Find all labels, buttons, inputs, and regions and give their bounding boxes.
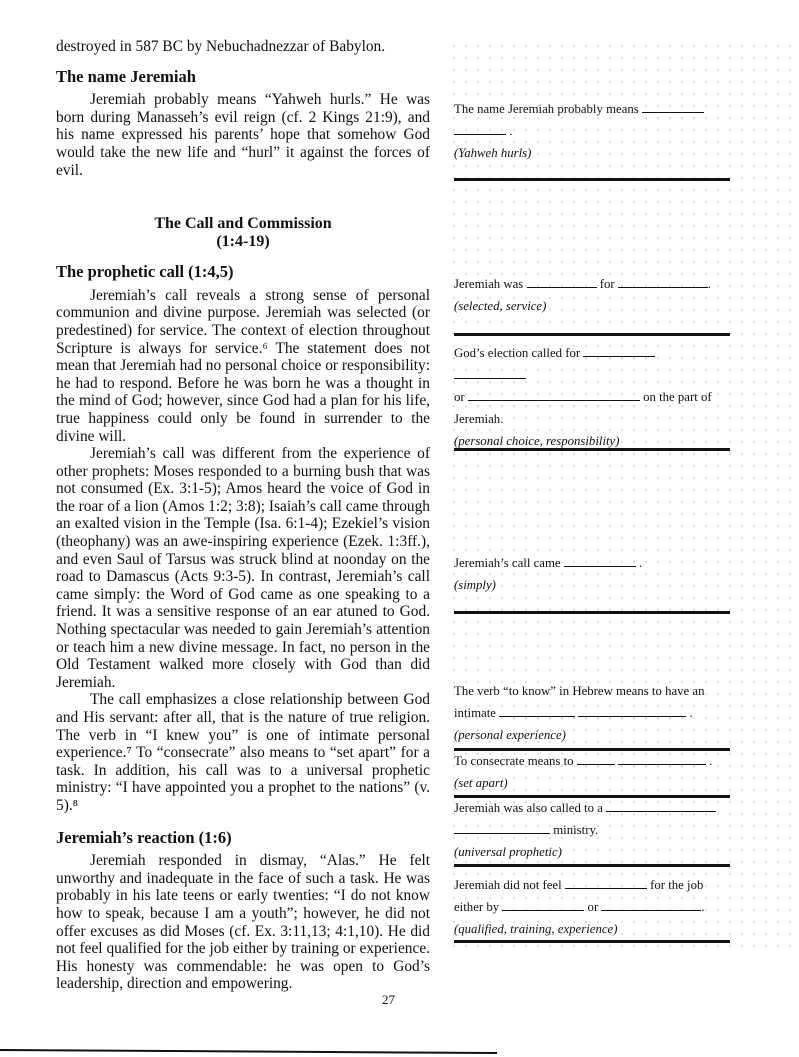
answer-text: (Yahweh hurls) [454,146,532,160]
note-consecrate: To consecrate means to . (set apart) [454,750,730,794]
divider-rule [454,940,730,943]
heading-the-name: The name Jeremiah [56,66,196,86]
blank-field[interactable] [606,800,716,812]
blank-field[interactable] [502,899,584,911]
scan-edge-line [0,1049,497,1054]
answer-text: (set apart) [454,776,508,790]
divider-rule [454,333,730,336]
paragraph-the-name: Jeremiah probably means “Yahweh hurls.” He was born during Manasseh’s evil reign (cf. 2 Kings 21:9), and his name expressed his parents’ hope that somehow God would take the new life and “hurl” it against the forces of evil. [56,91,430,179]
blank-field[interactable] [618,753,706,765]
heading-prophetic-call: The prophetic call (1:4,5) [56,262,234,282]
blank-field[interactable] [454,822,550,834]
blank-field[interactable] [578,705,686,717]
answer-text: (personal experience) [454,728,566,742]
blank-field[interactable] [454,367,526,379]
answer-text: (qualified, training, experience) [454,922,618,936]
intro-line: destroyed in 587 BC by Nebuchadnezzar of Babylon. [56,38,386,55]
heading-reaction: Jeremiah’s reaction (1:6) [56,827,232,847]
chapter-heading-line2: (1:4-19) [216,233,270,251]
blank-field[interactable] [601,899,701,911]
answer-text: (selected, service) [454,299,547,313]
note-universal-ministry: Jeremiah was also called to a ministry. (universal prophetic) [454,797,730,863]
blank-field[interactable] [577,753,615,765]
note-selected-for: Jeremiah was for . (selected, service) [454,273,730,317]
note-not-qualified: Jeremiah did not feel for the job either by or . (qualified, training, experience) [454,874,730,940]
paragraph-call-3: The call emphasizes a close relationship between God and His servant: after all, that is the nature of true religion. The verb in “I knew you” is one of intimate personal experience.⁷ To “consecrate” also means to “set apart” for a task. In addition, his call was to a universal prophetic ministry: “I have appointed you a prophet to the nations” (v. 5).⁸ [56,691,430,814]
blank-field[interactable] [454,123,506,135]
paragraph-reaction: Jeremiah responded in dismay, “Alas.” He felt unworthy and inadequate in the face of such a task. He was probably in his late teens or early twenties: “I do not know how to speak, because I am a youth”; however, he did not offer excuses as did Moses (cf. Ex. 3:11,13; 4:1,10). He did not feel qualified for the job either by training or experience. His honesty was commendable: he was open to God’s leadership, direction and empowering. [56,852,430,993]
blank-field[interactable] [565,877,647,889]
divider-rule [454,611,730,614]
note-to-know: The verb “to know” in Hebrew means to have an intimate . (personal experience) [454,680,730,746]
answer-text: (personal choice, responsibility) [454,434,620,448]
paragraph-call-1: Jeremiah’s call reveals a strong sense of personal communion and divine purpose. Jeremiah was selected (or predestined) for service. The context of election throughout Scripture is always for service.⁶ The statement does not mean that Jeremiah had no personal choice or responsibility: he had to respond. Before he was born he was a thought in the mind of God; however, since God had a plan for his life, true happiness could only be found in surrender to the divine will. [56,286,430,445]
blank-field[interactable] [618,276,708,288]
blank-field[interactable] [468,389,640,401]
note-election: God’s election called for or on the part of Jeremiah. (personal choice, responsibility) [454,342,730,452]
study-notes-column [448,40,798,950]
chapter-heading-line1: The Call and Commission [154,215,332,233]
blank-field[interactable] [583,345,655,357]
note-name-meaning: The name Jeremiah probably means . (Yahweh hurls) [454,98,730,164]
note-call-came: Jeremiah’s call came . (simply) [454,552,730,596]
blank-field[interactable] [642,101,704,113]
main-text-column [56,38,430,993]
paragraph-call-2: Jeremiah’s call was different from the experience of other prophets: Moses responded to a burning bush that was not consumed (Ex. 3:1-5); Amos heard the voice of God in the roar of a lion (Amos 1:2; 3:8); Isaiah’s call came through an exalted vision in the Temple (Isa. 6:1-4); Ezekiel’s vision (theophany) was an awe-inspiring experience (Ezek. 1:3ff.), and even Saul of Tarsus was struck blind at noonday on the road to Damascus (Acts 9:3-5). In contrast, Jeremiah’s call came simply: the Word of God came as one speaking to a friend. It was a sensitive response of an ear atuned to God. Nothing spectacular was needed to gain Jeremiah’s attention or teach him a new divine message. In fact, no person in the Old Testament walked more closely with God than did Jeremiah. [56,445,430,691]
page-number: 27 [382,992,395,1007]
answer-text: (simply) [454,578,496,592]
blank-field[interactable] [527,276,597,288]
blank-field[interactable] [564,555,636,567]
divider-rule [454,178,730,181]
divider-rule [454,864,730,867]
divider-rule [454,448,730,451]
blank-field[interactable] [499,705,575,717]
answer-text: (universal prophetic) [454,845,562,859]
